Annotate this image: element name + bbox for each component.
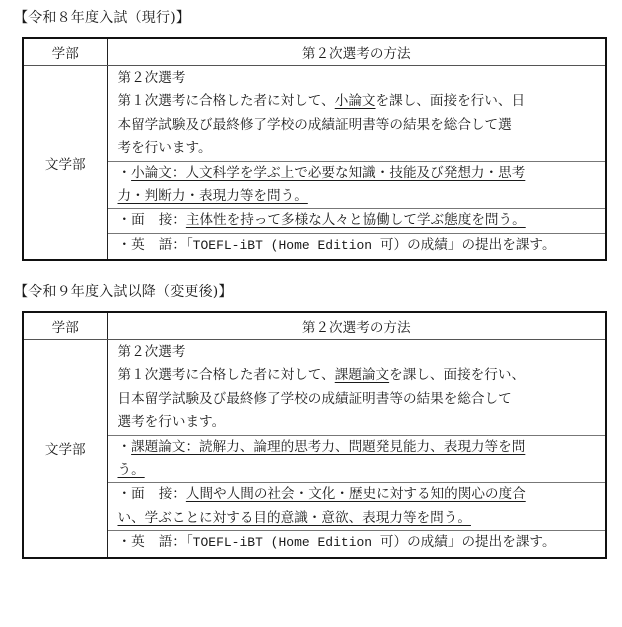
header-method: 第２次選考の方法 xyxy=(107,312,606,340)
english-item xyxy=(108,530,606,554)
test-name: TOEFL-iBT (Home Edition xyxy=(192,237,380,253)
underlined-term: 課題論文 xyxy=(334,367,390,384)
table-header-row xyxy=(23,38,606,66)
interview-criteria: い、学ぶことに対する目的意識・意欲、表現力等を問う。 xyxy=(117,509,471,526)
table-row xyxy=(23,340,606,558)
essay-item-cont xyxy=(118,185,598,208)
section-title-changed: 【令和９年度入試以降（変更後)】 xyxy=(14,284,233,300)
interview-item xyxy=(108,208,606,232)
method-heading: 第２次選考 xyxy=(117,70,186,86)
essay-criteria: 力・判断力・表現力等を問う。 xyxy=(117,188,308,205)
exam-method-table-current xyxy=(22,37,607,261)
method-cell xyxy=(107,340,606,558)
essay-criteria: 課題論文：読解力、論理的思考力、問題発見能力、表現力等を問 xyxy=(131,438,526,455)
label: 接： xyxy=(158,212,186,229)
label: 語：「 xyxy=(158,236,193,253)
interview-criteria: 主体性を持って多様な人々と協働して学ぶ態度を問う。 xyxy=(185,212,526,229)
label: 接： xyxy=(158,486,186,503)
section-title-current: 【令和８年度入試（現行)】 xyxy=(14,10,191,26)
essay-criteria: 小論文：人文科学を学ぶ上で必要な知識・技能及び発想力・思考 xyxy=(131,164,526,181)
method-description-line xyxy=(118,90,598,113)
method-cell xyxy=(107,66,606,261)
method-description-line: 考を行います。 xyxy=(117,140,212,157)
table-header-row xyxy=(23,312,606,340)
text: 第１次選考に合格した者に対して、 xyxy=(117,93,335,110)
essay-item xyxy=(108,161,606,185)
table-row xyxy=(23,66,606,261)
text: 可）の成績」の提出を課す。 xyxy=(379,534,556,551)
interview-criteria: 人間や人間の社会・文化・歴史に対する知的関心の度合 xyxy=(185,486,526,503)
method-description-line: 選考を行います。 xyxy=(117,414,226,431)
interview-item xyxy=(108,482,606,506)
header-faculty: 学部 xyxy=(23,312,107,340)
method-description-line: 本留学試験及び最終修了学校の成績証明書等の結果を総合して選 xyxy=(117,116,512,133)
label: 語：「 xyxy=(158,534,193,551)
interview-item-cont xyxy=(118,507,598,530)
test-name: TOEFL-iBT (Home Edition xyxy=(192,535,380,551)
text: 第１次選考に合格した者に対して、 xyxy=(117,367,335,384)
method-description-line: 日本留学試験及び最終修了学校の成績証明書等の結果を総合して xyxy=(117,390,512,407)
text: 可）の成績」の提出を課す。 xyxy=(379,236,556,253)
underlined-term: 小論文 xyxy=(334,93,376,110)
header-method: 第２次選考の方法 xyxy=(107,38,606,66)
faculty-cell: 文学部 xyxy=(23,340,107,558)
method-description-line xyxy=(118,364,598,387)
header-faculty: 学部 xyxy=(23,38,107,66)
english-item xyxy=(108,233,606,257)
bullet: ・ xyxy=(117,164,132,181)
label: ・英 xyxy=(117,236,145,253)
text: を課し、面接を行い、 xyxy=(389,367,526,384)
bullet: ・ xyxy=(117,438,132,455)
essay-item-cont xyxy=(118,459,598,482)
label: ・面 xyxy=(117,486,145,503)
exam-method-table-changed xyxy=(22,311,607,559)
faculty-cell: 文学部 xyxy=(23,66,107,261)
label: ・英 xyxy=(117,534,145,551)
label: ・面 xyxy=(117,212,145,229)
text: を課し、面接を行い、日 xyxy=(375,93,526,110)
essay-item xyxy=(108,435,606,459)
method-heading: 第２次選考 xyxy=(117,344,186,360)
essay-criteria: う。 xyxy=(117,462,145,479)
